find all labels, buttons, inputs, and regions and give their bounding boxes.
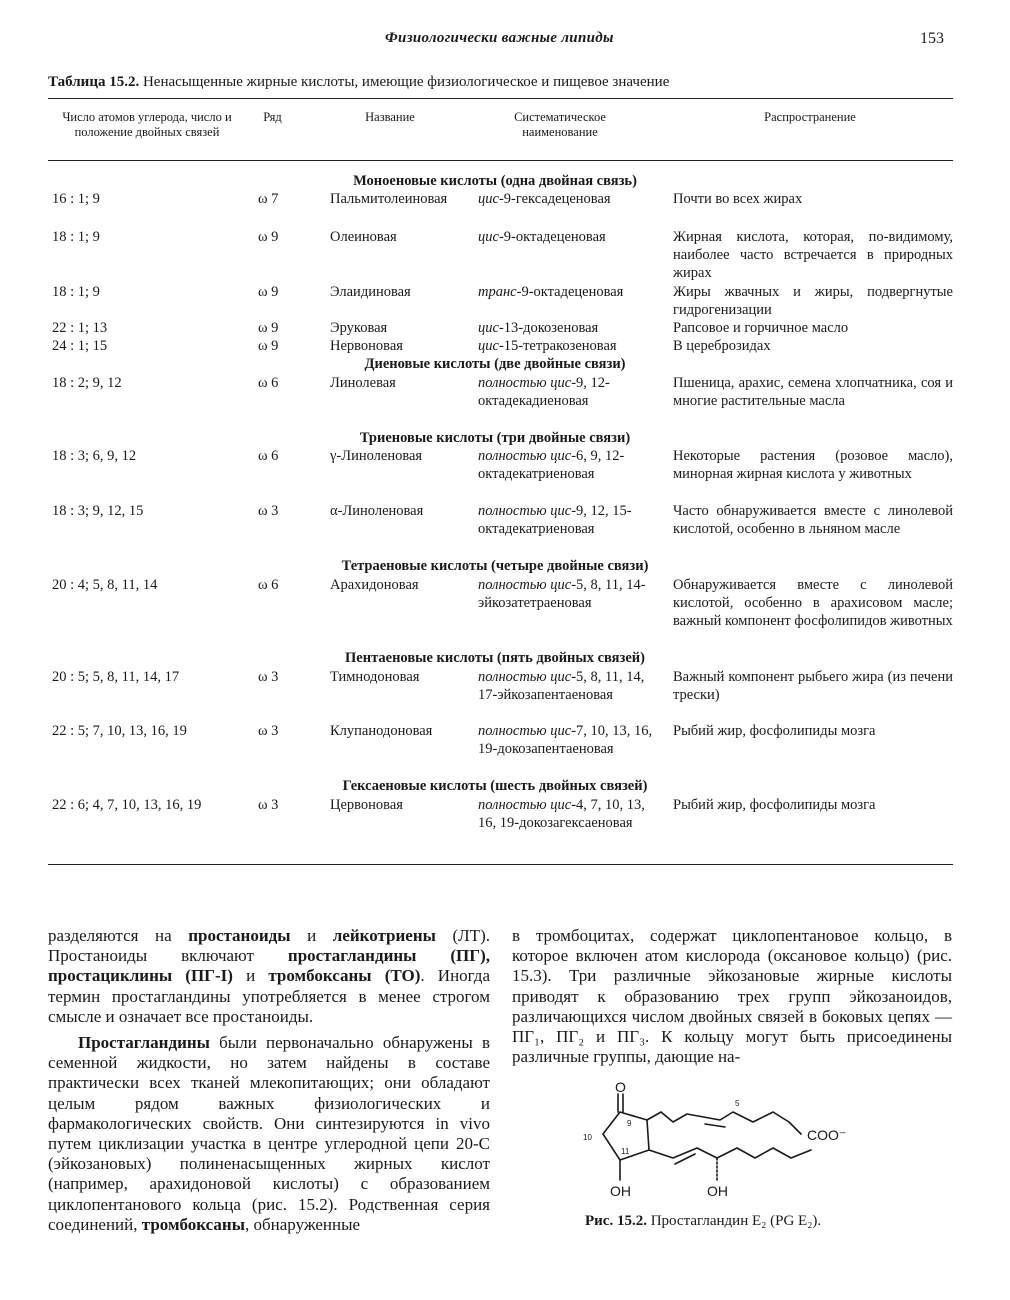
cell-series: ω 3 xyxy=(258,669,279,685)
sys-rest: -13-докозеновая xyxy=(498,320,599,336)
label-c10: 10 xyxy=(583,1133,592,1142)
sys-prefix: полностью цис xyxy=(478,577,572,593)
cell-carbon: 18 : 1; 9 xyxy=(52,284,100,300)
sys-rest: -9-октадеценовая xyxy=(516,284,624,300)
cell-distribution: В цереброзидах xyxy=(673,338,771,354)
cell-systematic xyxy=(478,374,653,410)
label-carboxylate: COO⁻ xyxy=(807,1127,847,1143)
upper-chain xyxy=(647,1112,801,1134)
cell-systematic xyxy=(478,228,658,246)
cell-carbon: 20 : 4; 5, 8, 11, 14 xyxy=(52,577,158,593)
cell-series: ω 9 xyxy=(258,338,279,354)
sys-prefix: цис xyxy=(478,320,499,336)
cell-carbon: 18 : 3; 9, 12, 15 xyxy=(52,503,144,519)
prostaglandin-e2-structure xyxy=(575,1082,875,1202)
group-title-mono: Моноеновые кислоты (одна двойная связь) xyxy=(353,173,637,189)
cell-series: ω 3 xyxy=(258,797,279,813)
body-paragraph: разделяются на простаноиды и лейкотриены (ЛТ). Простаноиды включают простагландины (ПГ), простациклины (ПГ-I) и тромбоксаны (ТО). Иногда термин простагландины употребляется в менее строгом смысле и означает все простаноиды. xyxy=(48,926,491,1026)
figure-caption xyxy=(585,1213,821,1230)
cell-distribution: Обнаруживается вместе с линолевой кислотой, особенно в арахисовом масле; важный компонент фосфолипидов животных xyxy=(673,577,953,629)
sys-prefix: полностью цис xyxy=(478,723,572,739)
table-top-rule xyxy=(48,98,953,99)
sys-rest: -5, 8, 11, 14, 17-эйкозапентаеновая xyxy=(478,669,645,703)
cell-series: ω 9 xyxy=(258,320,279,336)
cell-carbon: 20 : 5; 5, 8, 11, 14, 17 xyxy=(52,669,180,685)
sys-rest: -9-октадеценовая xyxy=(498,229,606,245)
cell-name: α-Линоленовая xyxy=(330,503,424,519)
sys-rest: -15-тетракозеновая xyxy=(498,338,617,354)
cis-double-bond xyxy=(705,1124,725,1127)
label-c9: 9 xyxy=(627,1119,632,1128)
sys-prefix: цис xyxy=(478,229,499,245)
body-left-column xyxy=(48,926,490,1235)
sys-rest: -9, 12-октадекадиеновая xyxy=(478,375,610,409)
cell-systematic xyxy=(478,283,628,301)
cell-name: Нервоновая xyxy=(330,338,403,354)
cell-distribution: Жиры жвачных и жиры, подвергнутые гидрогенизации xyxy=(673,284,953,318)
group-title-di: Диеновые кислоты (две двойные связи) xyxy=(364,356,626,372)
body-right-column xyxy=(512,926,952,1067)
cell-distribution: Рыбий жир, фосфолипиды мозга xyxy=(673,723,876,739)
cell-carbon: 18 : 2; 9, 12 xyxy=(52,375,122,391)
sys-rest: -6, 9, 12-октадекатриеновая xyxy=(478,448,625,482)
sys-prefix: цис xyxy=(478,191,499,207)
cell-name: Эруковая xyxy=(330,320,388,336)
cell-systematic xyxy=(478,722,653,758)
cell-series: ω 6 xyxy=(258,577,279,593)
cell-name: Линолевая xyxy=(330,375,396,391)
body-paragraph: в тромбоцитах, содержат циклопентановое кольцо, в которое включен атом кислорода (оксановое кольцо) (рис. 15.3). Три различные эйкозановые жирные кислоты приводят к образованию трех групп эйкозаноидов, различающихся числом двойных связей в боковых цепях — ПГ₁, ПГ₂ и ПГ₃. К кольцу могут быть присоединены различные группы, дающие на- xyxy=(512,926,952,1067)
cell-carbon: 18 : 3; 6, 9, 12 xyxy=(52,448,137,464)
body-paragraph: Простагландины были первоначально обнаружены в семенной жидкости, но затем найдены в составе практически всех тканей млекопитающих; они обладают целым рядом важных физиологических и фармакологических свойств. Они синтезируются in vivo путем циклизации участка в центре углеродной цепи 20-С (эйкозановых) полиненасыщенных жирных кислот (например, арахидоновой кислоты) с образованием циклопентанового кольца (рис. 15.2). Родственная серия соединений, тромбоксаны, обнаруженные xyxy=(48,1033,490,1234)
label-c11: 11 xyxy=(621,1147,630,1156)
sys-prefix: полностью цис xyxy=(478,503,572,519)
label-oh-ring: OH xyxy=(610,1183,631,1199)
sys-prefix: полностью цис xyxy=(478,797,572,813)
group-title-tetra: Тетраеновые кислоты (четыре двойные связи) xyxy=(341,558,649,574)
cell-distribution: Почти во всех жирах xyxy=(673,191,803,207)
label-oxygen: O xyxy=(615,1082,626,1095)
group-title-hexa: Гексаеновые кислоты (шесть двойных связей) xyxy=(342,778,648,794)
running-title: Физиологически важные липиды xyxy=(385,30,614,46)
cell-series: ω 6 xyxy=(258,448,279,464)
cell-systematic xyxy=(478,190,658,208)
cell-distribution: Пшеница, арахис, семена хлопчатника, соя и многие растительные масла xyxy=(673,375,953,409)
cell-systematic xyxy=(478,337,668,355)
header-name: Название xyxy=(365,110,415,124)
header-series: Ряд xyxy=(263,110,282,124)
group-title-tri: Триеновые кислоты (три двойные связи) xyxy=(359,430,631,446)
header-systematic: Систематическое наименование xyxy=(514,110,606,139)
sys-rest: -9-гексадеценовая xyxy=(498,191,611,207)
sys-prefix: полностью цис xyxy=(478,375,572,391)
cell-carbon: 24 : 1; 15 xyxy=(52,338,108,354)
cell-systematic xyxy=(478,668,653,704)
group-title-penta: Пентаеновые кислоты (пять двойных связей) xyxy=(345,650,645,666)
cell-name: Пальмитолеиновая xyxy=(330,191,448,207)
cell-carbon: 22 : 1; 13 xyxy=(52,320,108,336)
cell-name: Цервоновая xyxy=(330,797,403,813)
page-number: 153 xyxy=(920,30,944,47)
lower-chain xyxy=(649,1148,811,1158)
cell-carbon: 22 : 5; 7, 10, 13, 16, 19 xyxy=(52,723,187,739)
table-caption-label: Таблица 15.2. xyxy=(48,74,140,90)
cell-distribution: Жирная кислота, которая, по-видимому, наиболее часто встречается в природных жирах xyxy=(673,229,953,281)
cell-name: Тимнодоновая xyxy=(330,669,420,685)
cell-distribution: Рыбий жир, фосфолипиды мозга xyxy=(673,797,876,813)
cell-systematic xyxy=(478,447,653,483)
cell-name: Олеиновая xyxy=(330,229,397,245)
label-c5: 5 xyxy=(735,1099,740,1108)
sys-rest: -5, 8, 11, 14-эйкозатетраеновая xyxy=(478,577,646,611)
cell-series: ω 9 xyxy=(258,229,279,245)
cell-series: ω 3 xyxy=(258,503,279,519)
cell-series: ω 7 xyxy=(258,191,279,207)
cell-systematic xyxy=(478,319,658,337)
cell-name: γ-Линоленовая xyxy=(330,448,423,464)
header-distribution: Распространение xyxy=(764,110,856,124)
cell-distribution: Важный компонент рыбьего жира (из печени трески) xyxy=(673,669,953,703)
cell-name: Арахидоновая xyxy=(330,577,419,593)
table-header-rule xyxy=(48,160,953,161)
cell-carbon: 18 : 1; 9 xyxy=(52,229,100,245)
cell-carbon: 22 : 6; 4, 7, 10, 13, 16, 19 xyxy=(52,797,202,813)
table-bottom-rule xyxy=(48,864,953,865)
figure-caption-label: Рис. 15.2. xyxy=(585,1213,647,1229)
cell-systematic xyxy=(478,576,653,612)
table-caption xyxy=(48,74,669,91)
cell-systematic xyxy=(478,502,653,538)
cell-distribution: Рапсовое и горчичное масло xyxy=(673,320,849,336)
cell-systematic xyxy=(478,796,653,832)
cell-series: ω 9 xyxy=(258,284,279,300)
cell-name: Клупанодоновая xyxy=(330,723,433,739)
cell-distribution: Часто обнаруживается вместе с линолевой кислотой, особенно в льняном масле xyxy=(673,503,953,537)
sys-prefix: цис xyxy=(478,338,499,354)
cell-carbon: 16 : 1; 9 xyxy=(52,191,100,207)
cell-series: ω 6 xyxy=(258,375,279,391)
header-carbon: Число атомов углерода, число и положение двойных связей xyxy=(62,110,232,139)
sys-prefix: полностью цис xyxy=(478,448,572,464)
sys-prefix: полностью цис xyxy=(478,669,572,685)
cell-distribution: Некоторые растения (розовое масло), минорная жирная кислота у животных xyxy=(673,448,953,482)
table-caption-text: Ненасыщенные жирные кислоты, имеющие физиологическое и пищевое значение xyxy=(142,74,670,90)
cell-series: ω 3 xyxy=(258,723,279,739)
sys-rest: -4, 7, 10, 13, 16, 19-докозагексаеновая xyxy=(478,797,645,831)
figure-caption-text: Простагландин E₂ (PG E₂). xyxy=(650,1213,822,1229)
sys-prefix: транс xyxy=(478,284,517,300)
cell-name: Элаидиновая xyxy=(330,284,411,300)
sys-rest: -7, 10, 13, 16, 19-докозапентаеновая xyxy=(478,723,653,757)
label-oh-chain: OH xyxy=(707,1183,728,1199)
sys-rest: -9, 12, 15-октадекатриеновая xyxy=(478,503,632,537)
